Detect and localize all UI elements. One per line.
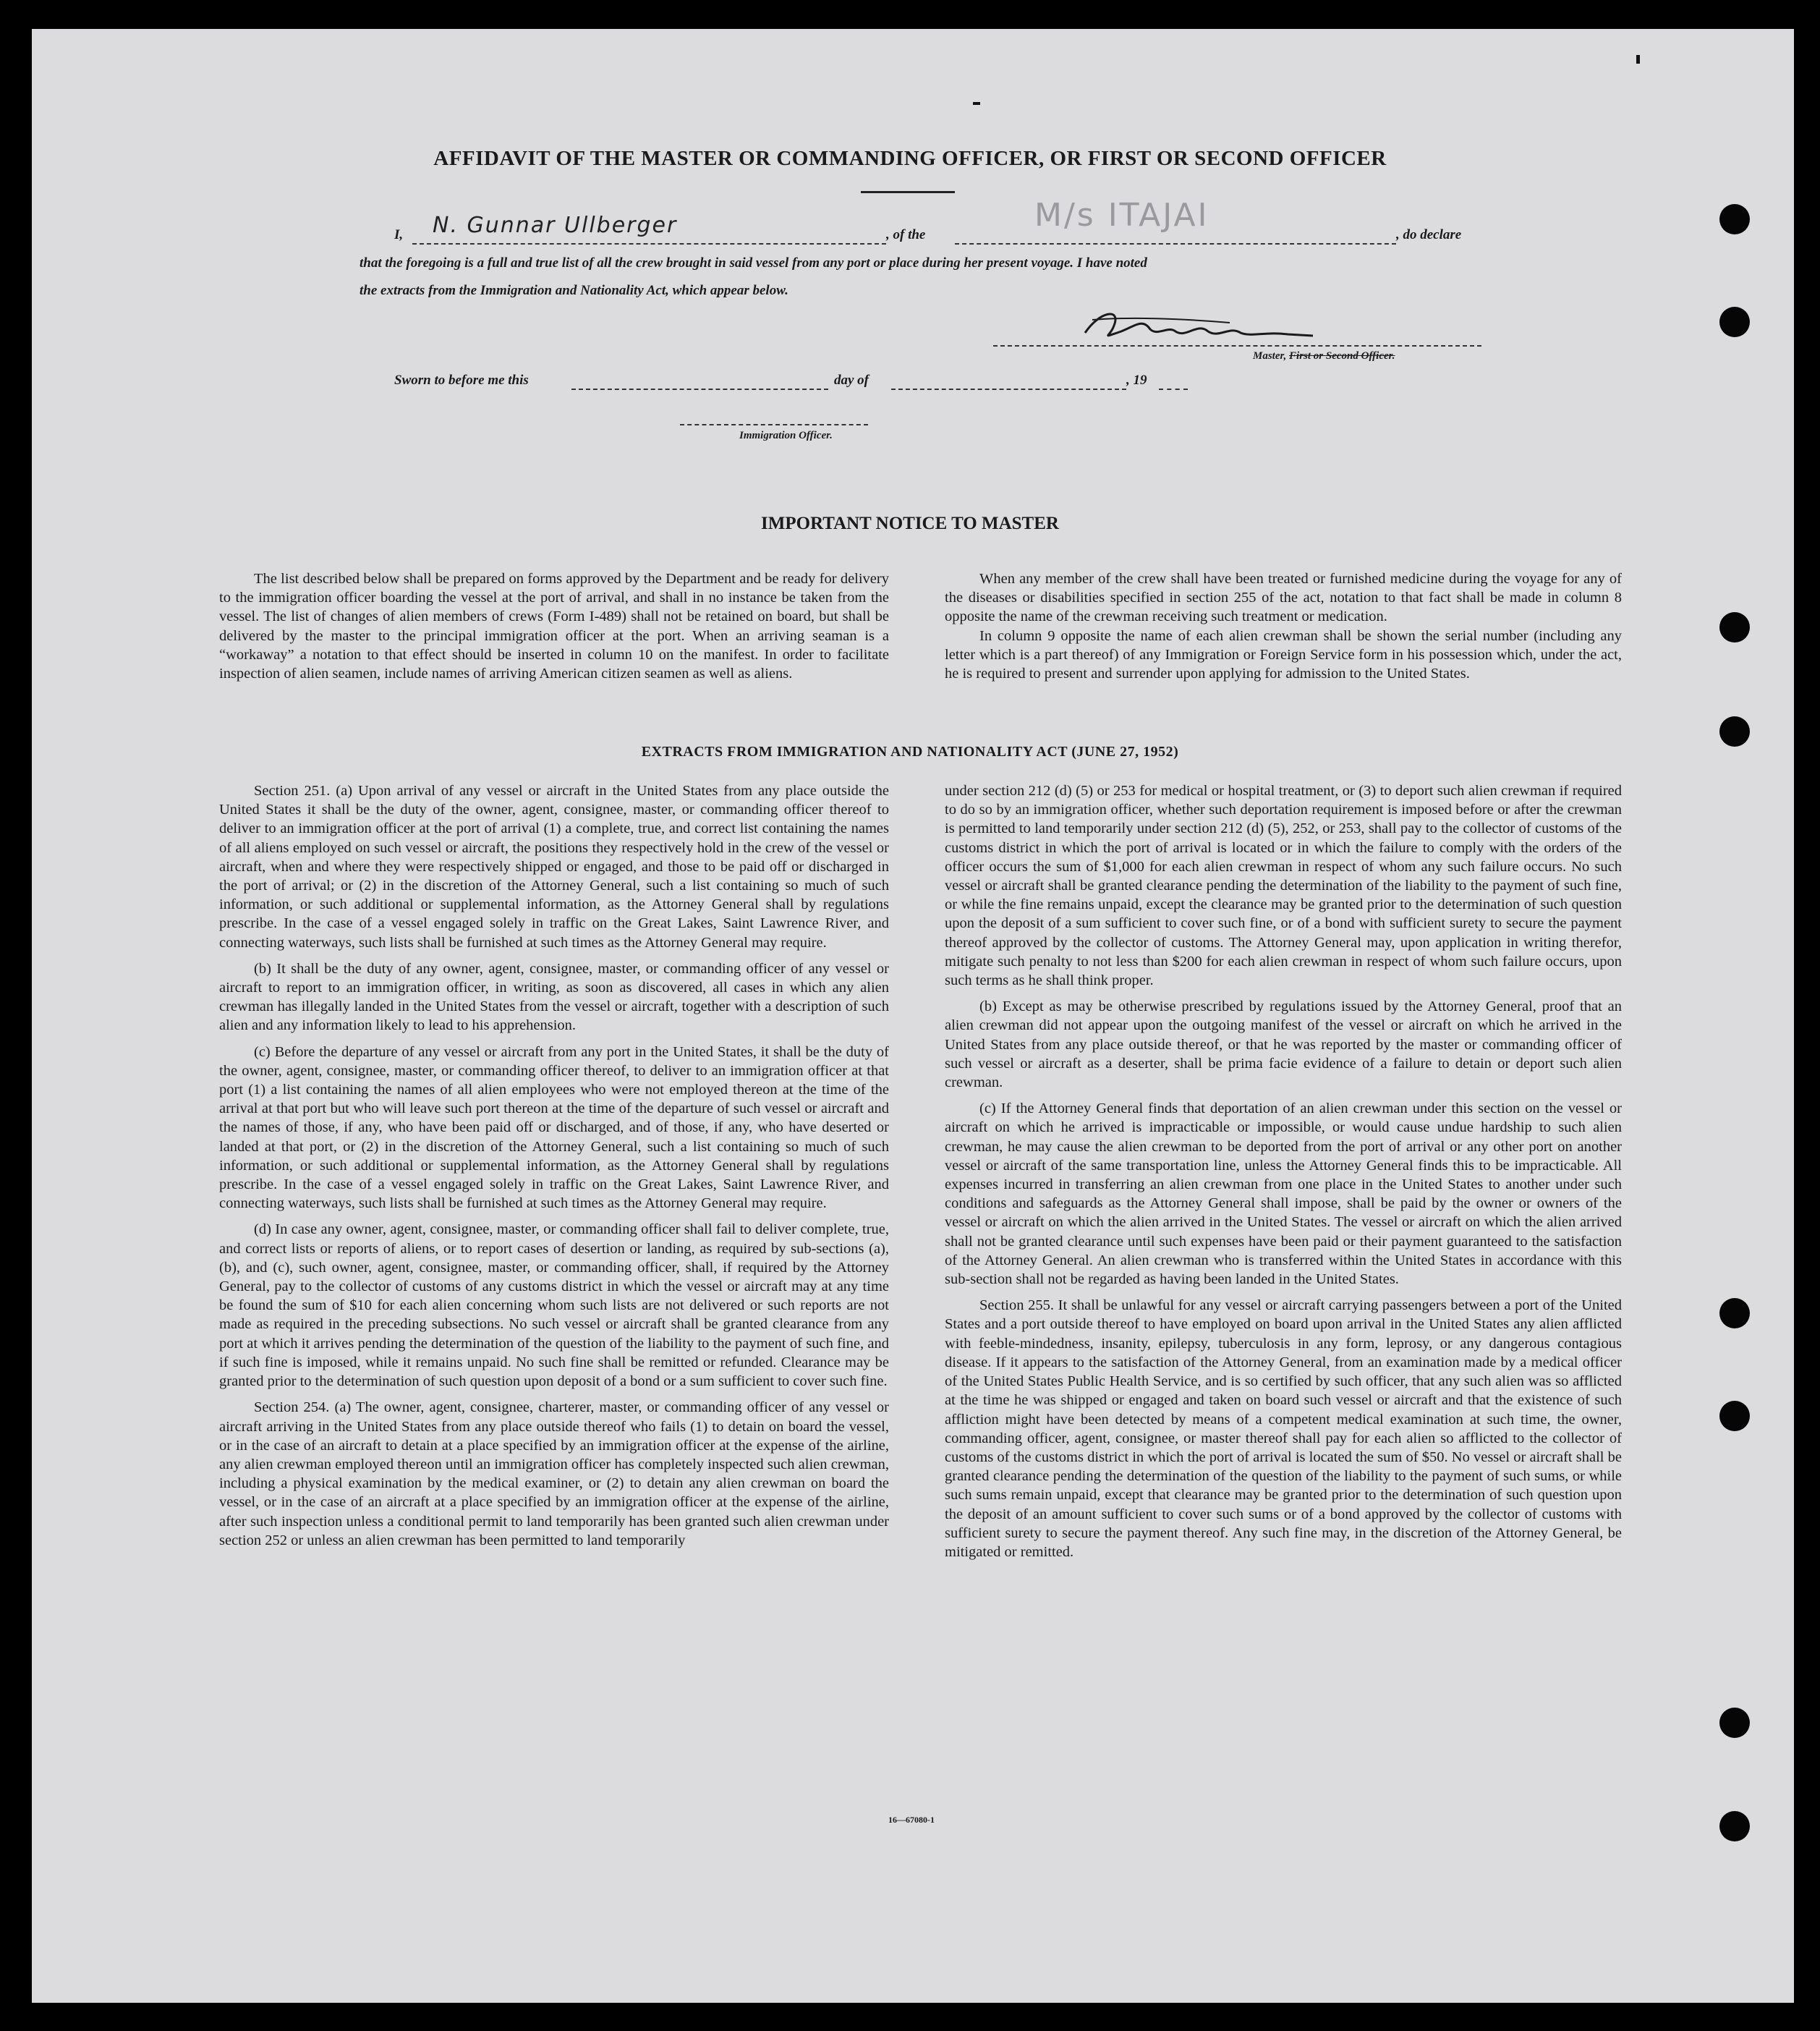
- form-code: 16—67080-1: [888, 1815, 935, 1825]
- extract-paragraph: under section 212 (d) (5) or 253 for medical or hospital treatment, or (3) to deport such alien crewman if required to do so by an immigration officer, whether such deportation requirement is imposed before or after the crewman is permitted to land temporarily under section 212 (d) (5), 252, or 253, shall pay to the collector of customs of the customs district in which the port of arrival is located or in which the failure to comply with the orders of the officer occurs the sum of $1,000 for each alien crewman in respect of whom any such failure occurs. No such vessel or aircraft shall be granted clearance pending the determination of the liability to the payment of such fine, or while the fine remains unpaid, except the clearance may be granted prior to the determination of such question upon the deposit of a sum sufficient to cover such fine, or of a bond with sufficient surety to secure the payment thereof approved by the collector of customs. The Attorney General may, upon application in writing therefor, mitigate such penalty to not less than $200 for each alien crewman in respect of whom such failure occurs, upon such terms as he shall think proper.: [945, 783, 1622, 989]
- extract-paragraph: Section 254. (a) The owner, agent, consignee, charterer, master, or commanding officer of any vessel or aircraft arriving in the United States from any place outside thereof who fails (1) to detain on board the vessel, or in the case of an aircraft to detain at a place specified by an immigration officer at the expense of the airline, any alien crewman employed thereon until an immigration officer has completely inspected such alien crewman, including a physical examination by the medical examiner, or (2) to detain any alien crewman on board the vessel, or in the case of an aircraft at a place specified by an immigration officer at the expense of the airline, after such inspection unless a conditional permit to land temporarily has been granted such alien crewman under section 252 or unless an alien crewman has been permitted to land temporarily: [219, 1399, 889, 1548]
- vessel-name-stamp: M/s ITAJAI: [1034, 197, 1209, 234]
- scan-mark: [1636, 55, 1640, 64]
- sworn-month-line: [891, 389, 1126, 390]
- notice-paragraph: When any member of the crew shall have been treated or furnished medicine during the voyage for any of the diseases or disabilities specified in section 255 of the act, notation to that fact shall be made in column 8 opposite the name of the crewman receiving such treatment or medication.: [945, 571, 1622, 625]
- master-signature-line: [993, 345, 1481, 347]
- punch-hole-6: [1719, 1401, 1750, 1431]
- sworn-day-line: [571, 389, 828, 390]
- notice-right-column: [945, 569, 1622, 683]
- immigration-officer-caption: Immigration Officer.: [739, 430, 833, 441]
- extracts-heading: EXTRACTS FROM IMMIGRATION AND NATIONALITY ACT (JUNE 27, 1952): [641, 744, 1179, 760]
- extract-paragraph: (b) Except as may be otherwise prescribed by regulations issued by the Attorney General, proof that an alien crewman did not appear upon the outgoing manifest of the vessel or aircraft on which he arrived in the United States from any place outside thereof, or that he was reported by the master or commanding officer of such vessel or aircraft as a deserter, shall be prima facie evidence of a failure to detain or deport such alien crewman.: [945, 998, 1622, 1091]
- punch-hole-4: [1719, 716, 1750, 747]
- notice-paragraph: The list described below shall be prepared on forms approved by the Department and be ready for delivery to the immigration officer boarding the vessel at the port of arrival, and shall in no instance be taken from the vessel. The list of changes of alien members of crews (Form I-489) shall not be retained on board, but shall be delivered by the master to the principal immigration officer at the port. When an arriving seaman is a “workaway” a notation to that effect should be inserted in column 10 on the manifest. In order to facilitate inspection of alien seamen, include names of arriving American citizen seamen as well as aliens.: [219, 571, 889, 682]
- affidavit-line-2: that the foregoing is a full and true list of all the crew brought in said vessel from any port or place during her present voyage. I have noted: [360, 255, 1147, 271]
- of-the-label: , of the: [886, 227, 926, 242]
- title-underline: [861, 191, 955, 193]
- i-label: I,: [394, 227, 404, 242]
- punch-hole-3: [1719, 612, 1750, 643]
- extract-paragraph: (d) In case any owner, agent, consignee, master, or commanding officer shall fail to deliver complete, true, and correct lists or reports of aliens, or to report cases of desertion or landing, as required by sub-sections (a), (b), and (c), such owner, agent, consignee, master, or commanding officer, shall, if required by the Attorney General, pay to the collector of customs of any customs district in which the vessel or aircraft may at any time be found the sum of $10 for each alien concerning whom such lists are not delivered or such reports are not made as required in the preceding subsections. No such vessel or aircraft shall be granted clearance from any port at which it arrives pending the determination of the question of the liability to the payment of such fine, and if such fine is imposed, while it remains unpaid. No such fine shall be remitted or refunded. Clearance may be granted prior to the determination of such question upon deposit of a bond or a sum sufficient to cover such fine.: [219, 1221, 889, 1390]
- scan-mark: [973, 102, 980, 105]
- extracts-right-column: [945, 781, 1622, 1561]
- vessel-line: [955, 243, 1396, 245]
- master-signature: [1071, 304, 1317, 347]
- year-label: , 19: [1126, 373, 1147, 388]
- extracts-left-column: [219, 781, 889, 1550]
- master-caption: Master, First or Second Officer.: [1253, 350, 1395, 362]
- punch-hole-2: [1719, 307, 1750, 337]
- affidavit-line-3: the extracts from the Immigration and Nationality Act, which appear below.: [360, 283, 788, 298]
- day-of-label: day of: [834, 373, 869, 388]
- extract-paragraph: Section 255. It shall be unlawful for any vessel or aircraft carrying passengers between a port of the United States and a port outside thereof to have employed on board upon arrival in the United States any alien afflicted with feeble-mindedness, insanity, epilepsy, tuberculosis in any form, leprosy, or any dangerous contagious disease. If it appears to the satisfaction of the Attorney General, from an examination made by a medical officer of the United States Public Health Service, and is so certified by such officer, that any such alien was so afflicted at the time he was shipped or engaged and taken on board such vessel or aircraft and that the existence of such affliction might have been detected by means of a competent medical examination at such time, the owner, commanding officer, agent, consignee, or master thereof shall pay for each alien so afflicted to the collector of customs of the customs district in which the port of arrival is located the sum of $50. No vessel or aircraft shall be granted clearance pending the determination of the question of the liability to the payment of such sums, or while such sums remain unpaid, except that clearance may be granted prior to the determination of such question upon the deposit of an amount sufficient to cover such sums or of a bond approved by the collector of customs with sufficient surety to secure the payment thereof. Any such fine may, in the discretion of the Attorney General, be mitigated or remitted.: [945, 1297, 1622, 1560]
- do-declare-label: , do declare: [1396, 227, 1462, 242]
- extract-paragraph: (c) Before the departure of any vessel or aircraft from any port in the United States, it shall be the duty of the owner, agent, consignee, master, or commanding officer thereof, to deliver to an immigration officer at that port (1) a list containing the names of all alien employees who were not employed thereon at the time of the arrival at that port but who will leave such port thereon at the time of the departure of such vessel or aircraft and the names of those, if any, who have been paid off or discharged, and of those, if any, who have deserted or landed at that port, or (2) in the discretion of the Attorney General, such a list containing so much of such information, or such additional or supplemental information, as the Attorney General shall by regulations prescribe. In the case of a vessel engaged solely in traffic on the Great Lakes, Saint Lawrence River, and connecting waterways, such lists shall be furnished at such times as the Attorney General may require.: [219, 1043, 889, 1212]
- punch-hole-7: [1719, 1708, 1750, 1738]
- notice-heading: IMPORTANT NOTICE TO MASTER: [761, 514, 1059, 533]
- notice-left-column: [219, 569, 889, 683]
- sworn-year-line: [1159, 389, 1188, 390]
- punch-hole-1: [1719, 204, 1750, 234]
- immigration-officer-line: [680, 424, 868, 425]
- extract-paragraph: (c) If the Attorney General finds that deportation of an alien crewman under this section on the vessel or aircraft on which he arrived is impracticable or impossible, or would cause undue hardship to such alien crewman, he may cause the alien crewman to be deported from the port of arrival or any other port on another vessel or aircraft of the same transportation line, unless the Attorney General finds this to be impracticable. All expenses incurred in transferring an alien crewman from one place in the United States to another under such conditions and safeguards as the Attorney General shall impose, shall be paid by the owner or owners of the vessel or aircraft on which the alien arrived in the United States. The vessel or aircraft on which the alien arrived shall not be granted clearance until such expenses have been paid or their payment guaranteed to the satisfaction of the Attorney General. An alien crewman who is transferred within the United States in accordance with this sub-section shall not be regarded as having been landed in the United States.: [945, 1101, 1622, 1288]
- extract-paragraph: Section 251. (a) Upon arrival of any vessel or aircraft in the United States from any place outside the United States it shall be the duty of the owner, agent, consignee, master, or commanding officer thereof to deliver to an immigration officer at the port of arrival (1) a complete, true, and correct list containing the names of all aliens employed on such vessel or aircraft, the positions they respectively hold in the crew of the vessel or aircraft, when and where they were respectively shipped or engaged, and those to be paid off or discharged in the port of arrival; or (2) in the discretion of the Attorney General, such a list containing so much of such information, or such additional or supplemental information, as the Attorney General shall by regulations prescribe. In the case of a vessel engaged solely in traffic on the Great Lakes, Saint Lawrence River, and connecting waterways, such lists shall be furnished at such times as the Attorney General may require.: [219, 783, 889, 951]
- punch-hole-8: [1719, 1811, 1750, 1841]
- extract-paragraph: (b) It shall be the duty of any owner, agent, consignee, master, or commanding officer of any vessel or aircraft to report to an immigration officer, in writing, as soon as discovered, all cases in which any alien crewman has illegally landed in the United States from the vessel or aircraft, together with a description of such alien and any information likely to lead to his apprehension.: [219, 960, 889, 1034]
- sworn-label: Sworn to before me this: [394, 373, 529, 388]
- declarant-name-signature: N. Gunnar Ullberger: [433, 213, 678, 238]
- struck-caption: First or Second Officer.: [1289, 350, 1395, 362]
- affidavit-title: AFFIDAVIT OF THE MASTER OR COMMANDING OFFICER, OR FIRST OR SECOND OFFICER: [433, 147, 1387, 170]
- notice-paragraph: In column 9 opposite the name of each alien crewman shall be shown the serial number (including any letter which is a part thereof) of any Immigration or Foreign Service form in his possession which, under the act, he is required to present and surrender upon applying for admission to the United States.: [945, 627, 1622, 682]
- punch-hole-5: [1719, 1298, 1750, 1328]
- name-line: [412, 243, 886, 245]
